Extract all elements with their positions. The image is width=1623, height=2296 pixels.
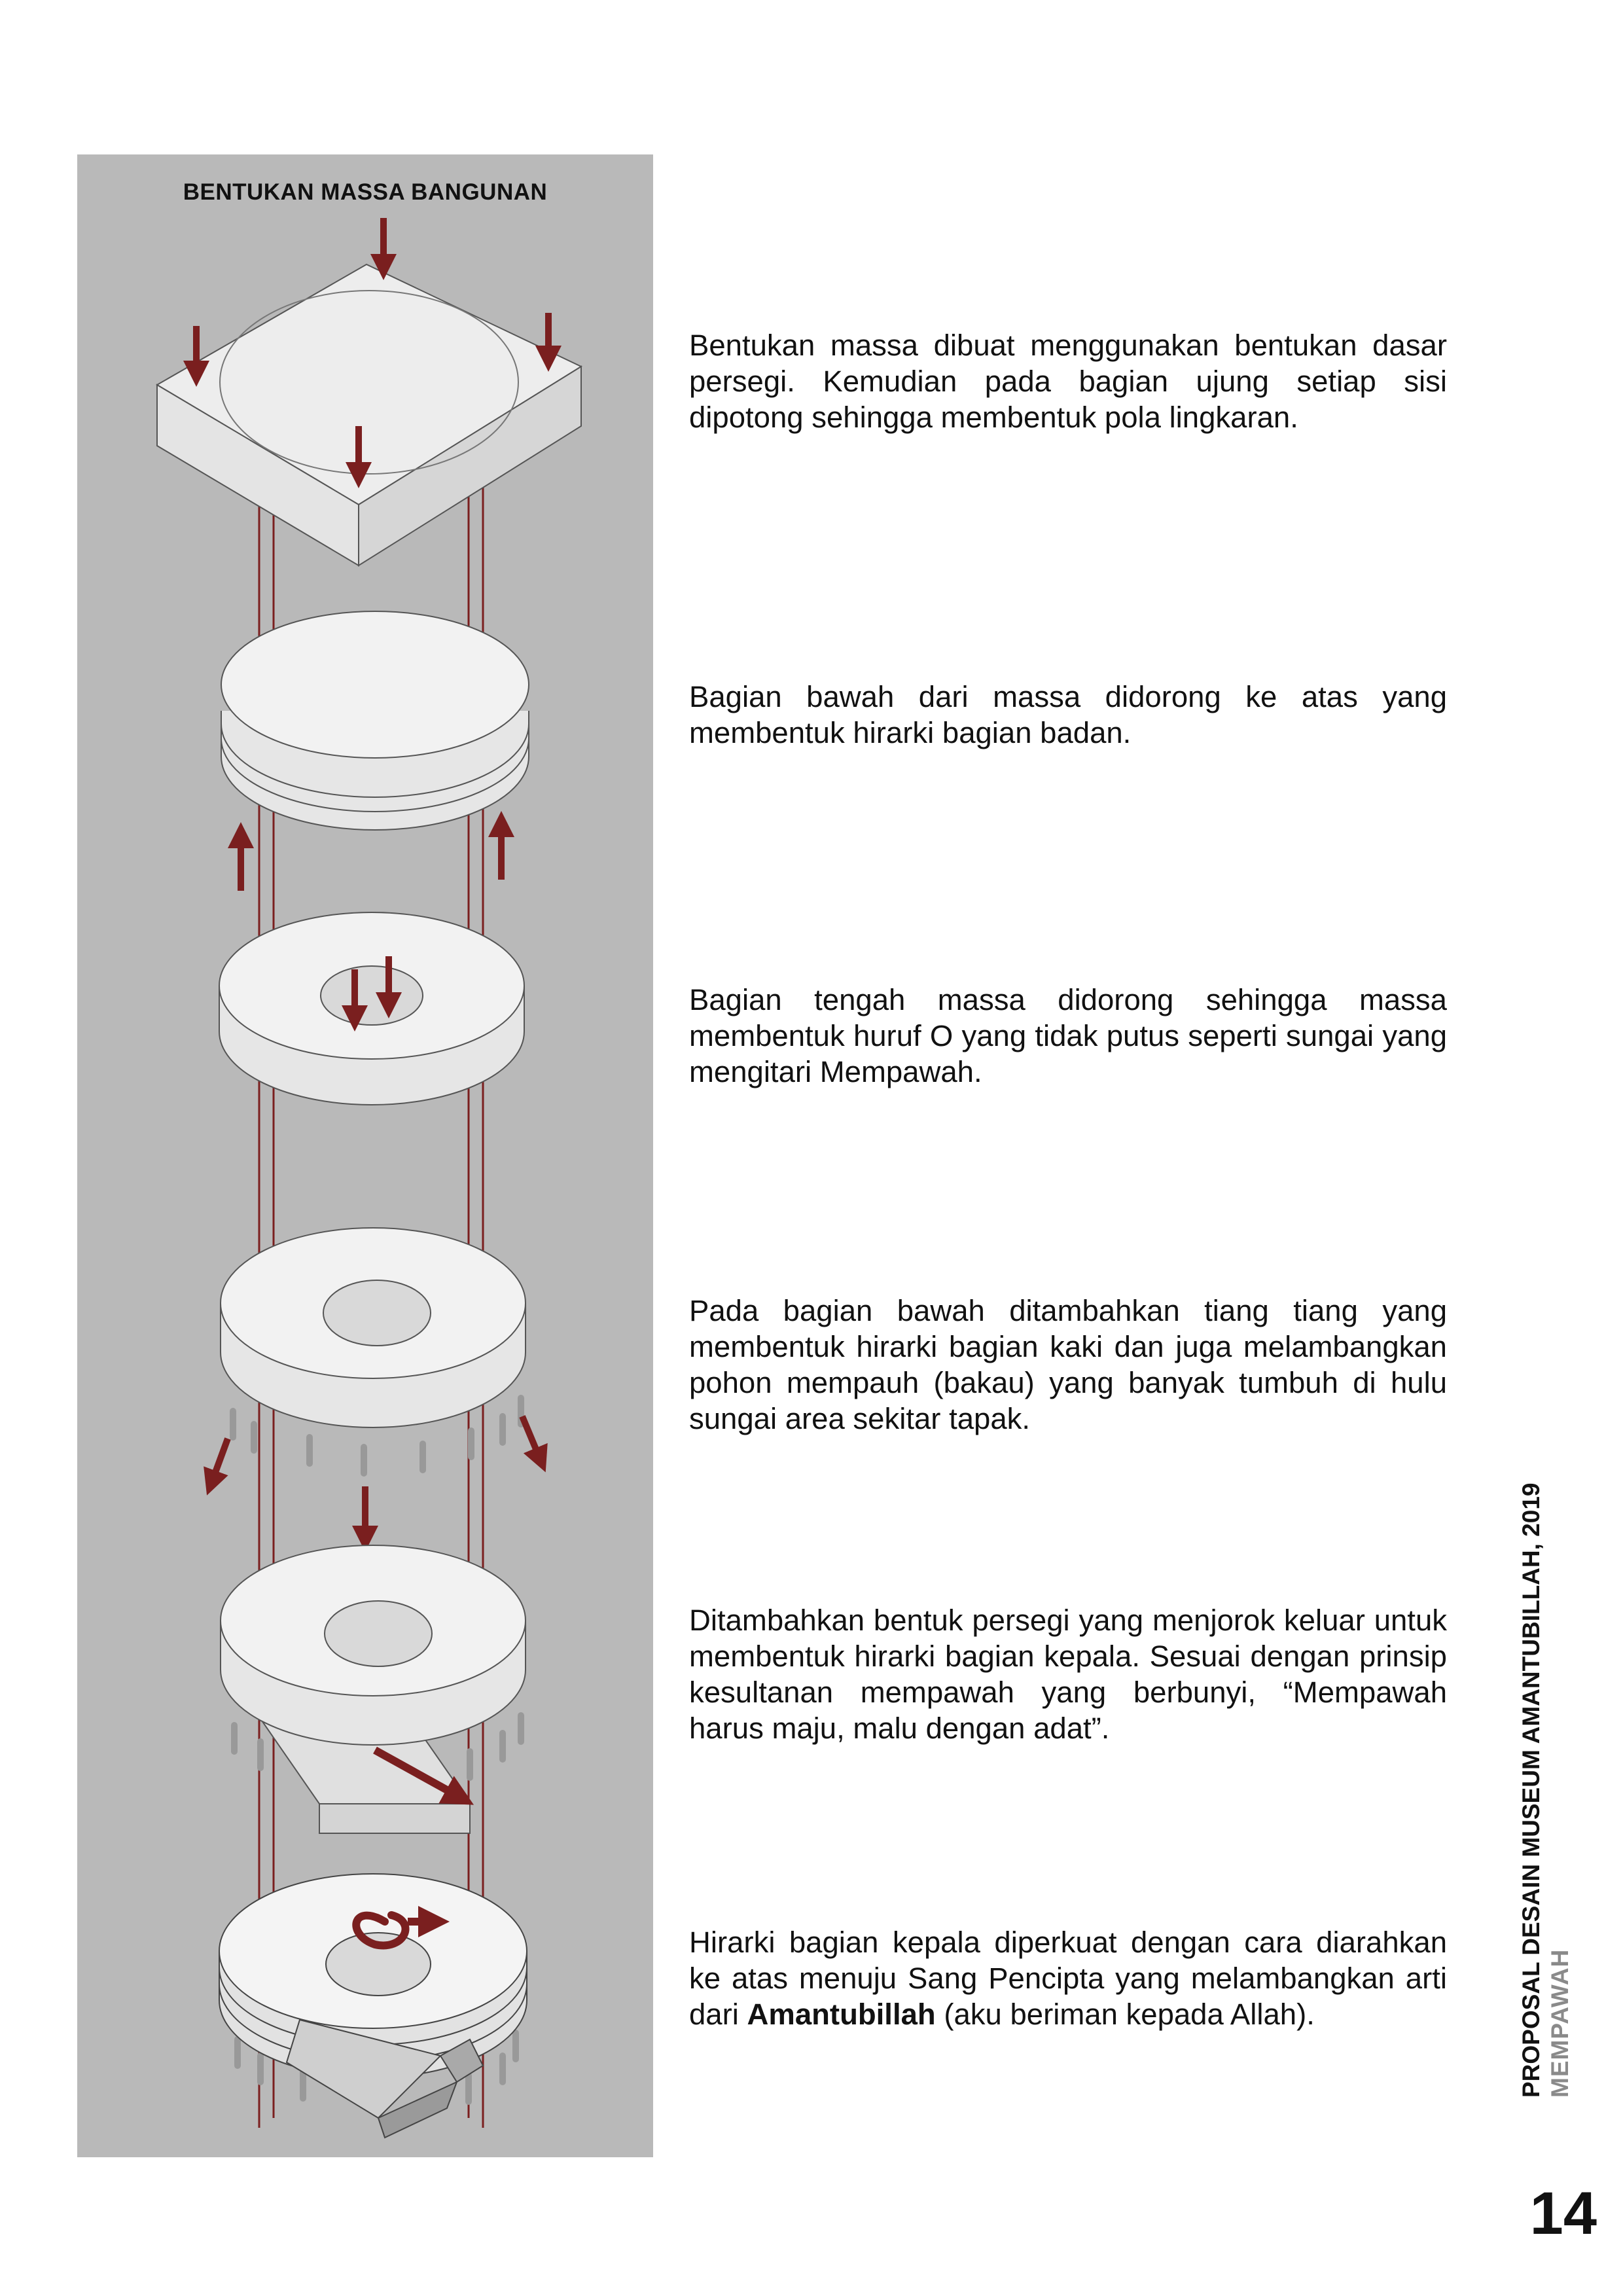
- paragraph-6-text-b: (aku beriman kepada Allah).: [935, 1998, 1315, 2031]
- stage-4-arrows: [211, 1416, 541, 1539]
- paragraph-1: Bentukan massa dibuat menggunakan bentukan dasar persegi. Kemudian pada bagian ujung setiap sisi dipotong sehingga membentuk pola lingkaran.: [689, 329, 1447, 434]
- paragraph-6-text-a: Hirarki bagian kepala diperkuat dengan cara diarahkan ke atas menuju Sang Pencipta yang melambangkan arti dari: [689, 1926, 1447, 2031]
- paragraph-4: Pada bagian bawah ditambahkan tiang tiang yang membentuk hirarki bagian kaki dan juga melambangkan pohon mempauh (bakau) yang banyak tumbuh di hulu sungai area sekitar tapak.: [689, 1294, 1447, 1435]
- paragraph-6-bold: Amantubillah: [747, 1998, 936, 2031]
- diagram-panel: [77, 154, 653, 2157]
- side-title-block: [1517, 1404, 1596, 2098]
- stage-2-layered-disc: [221, 611, 529, 830]
- paragraph-5: Ditambahkan bentuk persegi yang menjorok keluar untuk membentuk hirarki bagian kepala. Sesuai dengan prinsip kesultanan mempawah yang berbunyi, “Mempawah harus maju, malu dengan adat”.: [689, 1604, 1447, 1745]
- page-number: 14: [1529, 2180, 1597, 2247]
- paragraph-6: [689, 1924, 1447, 2032]
- side-title: PROPOSAL DESAIN MUSEUM AMANTUBILLAH, 2019: [1518, 1482, 1544, 2098]
- stage-1-square-slab: [157, 264, 581, 565]
- stage-2-arrows: [241, 824, 501, 891]
- mass-form-diagram: [77, 154, 653, 2157]
- stage-5-disc-with-head: [221, 1545, 526, 1833]
- stage-3-o-disc: [219, 912, 524, 1105]
- paragraph-2: Bagian bawah dari massa didorong ke atas yang membentuk hirarki bagian badan.: [689, 680, 1447, 749]
- side-subtitle: MEMPAWAH: [1546, 1948, 1573, 2098]
- panel-title: BENTUKAN MASSA BANGUNAN: [183, 179, 548, 205]
- stage-4-disc-with-pillars: [221, 1228, 526, 1473]
- paragraph-3: Bagian tengah massa didorong sehingga massa membentuk huruf O yang tidak putus seperti sungai yang mengitari Mempawah.: [689, 983, 1447, 1088]
